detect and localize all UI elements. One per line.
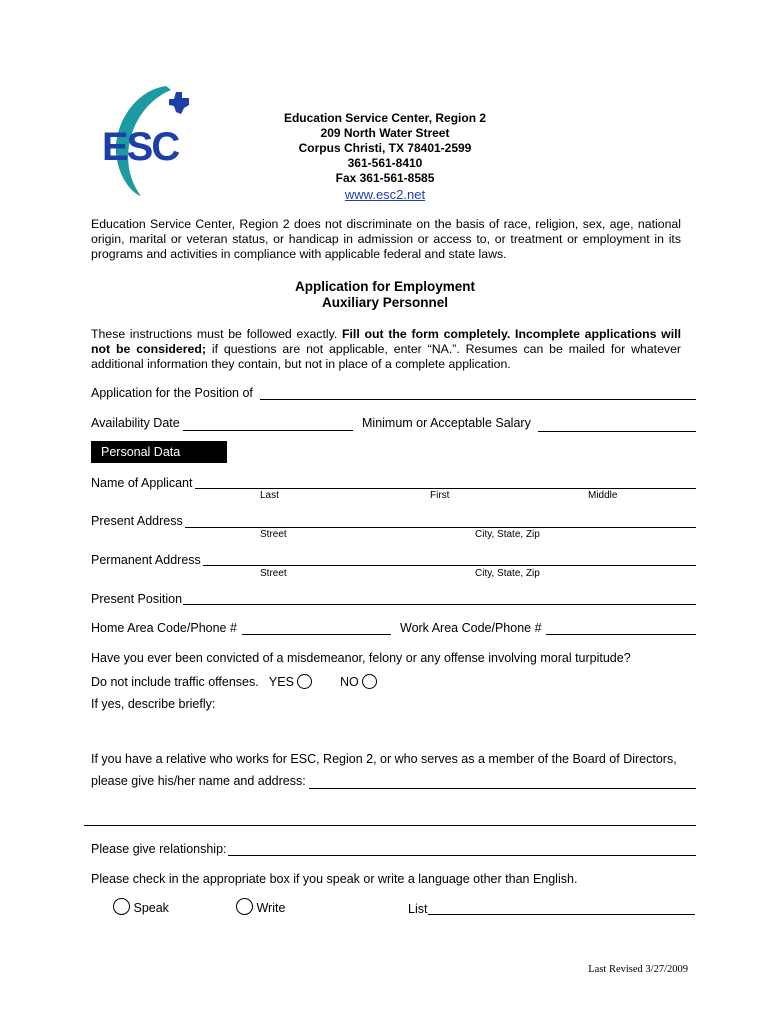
no-label: NO xyxy=(340,675,359,689)
present-position-label: Present Position xyxy=(91,592,183,606)
org-city: Corpus Christi, TX 78401-2599 xyxy=(298,141,472,155)
website-link[interactable]: www.esc2.net xyxy=(344,187,426,202)
applicant-name-label: Name of Applicant xyxy=(91,476,193,490)
present-city-caption: City, State, Zip xyxy=(475,529,540,540)
esc-logo xyxy=(96,78,216,198)
org-header xyxy=(260,111,510,202)
relative-name-field[interactable] xyxy=(309,788,696,789)
write-label: Write xyxy=(256,901,286,915)
conviction-note: Do not include traffic offenses. xyxy=(91,675,259,689)
work-phone-field[interactable] xyxy=(546,634,696,635)
relative-address-field[interactable] xyxy=(84,825,696,826)
relationship-label: Please give relationship: xyxy=(91,842,227,856)
permanent-street-caption: Street xyxy=(260,568,287,579)
present-position-field[interactable] xyxy=(183,604,696,605)
salary-field[interactable] xyxy=(538,431,696,432)
language-question: Please check in the appropriate box if you speak or write a language other than English. xyxy=(91,872,578,886)
language-list-label: List xyxy=(408,902,428,916)
conviction-question: Have you ever been convicted of a misdemeanor, felony or any offense involving moral turpitude? xyxy=(91,651,631,665)
name-middle-caption: Middle xyxy=(588,490,618,501)
relative-question: If you have a relative who works for ESC, Region 2, or who serves as a member of the Board of Directors, xyxy=(91,752,677,766)
permanent-city-caption: City, State, Zip xyxy=(475,568,540,579)
nondiscrimination-statement: Education Service Center, Region 2 does not discriminate on the basis of race, religion, sex, age, national origin, marital or veteran status, or handicap in admission or access to, or treatment or employment in its programs and activities in compliance with applicable federal and state laws. xyxy=(91,217,681,261)
present-address-label: Present Address xyxy=(91,514,183,528)
svg-text:ESC: ESC xyxy=(102,125,179,169)
speak-radio[interactable] xyxy=(113,898,130,915)
yes-label: YES xyxy=(268,675,294,689)
name-last-caption: Last xyxy=(260,490,279,501)
speak-label: Speak xyxy=(133,901,169,915)
relative-name-label: please give his/her name and address: xyxy=(91,774,306,788)
conviction-note-row xyxy=(91,674,312,689)
form-title-line2: Auxiliary Personnel xyxy=(321,295,449,310)
form-title-line1: Application for Employment xyxy=(294,279,475,294)
conviction-describe-label: If yes, describe briefly: xyxy=(91,697,216,711)
instructions xyxy=(91,327,681,372)
instructions-bold: Fill out the form completely. Incomplete applications will not be considered; xyxy=(91,327,681,356)
language-list-field[interactable] xyxy=(428,914,695,915)
salary-label: Minimum or Acceptable Salary xyxy=(362,416,531,430)
relationship-field[interactable] xyxy=(228,855,696,856)
no-radio[interactable] xyxy=(362,674,377,689)
org-name: Education Service Center, Region 2 xyxy=(283,111,487,125)
org-street: 209 North Water Street xyxy=(320,126,450,140)
work-phone-label: Work Area Code/Phone # xyxy=(400,621,542,635)
yes-radio[interactable] xyxy=(297,674,312,689)
present-address-field[interactable] xyxy=(185,527,696,528)
applicant-name-field[interactable] xyxy=(195,488,696,489)
permanent-address-label: Permanent Address xyxy=(91,553,201,567)
org-fax: Fax 361-561-8585 xyxy=(335,171,435,185)
form-title xyxy=(230,279,540,311)
logo-graphic xyxy=(96,78,216,198)
position-label: Application for the Position of xyxy=(91,386,253,400)
write-option xyxy=(236,898,285,915)
last-revised: Last Revised 3/27/2009 xyxy=(588,964,688,975)
instructions-part2: if questions are not applicable, enter “NA.”. Resumes can be mailed for whatever additional information they contain, but not in place of a complete application. xyxy=(91,342,681,371)
org-phone: 361-561-8410 xyxy=(347,156,423,170)
present-street-caption: Street xyxy=(260,529,287,540)
speak-option xyxy=(113,898,169,915)
home-phone-field[interactable] xyxy=(242,634,391,635)
permanent-address-field[interactable] xyxy=(203,565,696,566)
personal-data-header xyxy=(91,441,227,463)
home-phone-label: Home Area Code/Phone # xyxy=(91,621,237,635)
name-first-caption: First xyxy=(430,490,450,501)
availability-field[interactable] xyxy=(183,430,353,431)
position-field[interactable] xyxy=(260,399,696,400)
availability-label: Availability Date xyxy=(91,416,180,430)
write-radio[interactable] xyxy=(236,898,253,915)
no-option xyxy=(340,674,377,689)
instructions-part1: These instructions must be followed exactly. xyxy=(91,327,342,341)
personal-data-label: Personal Data xyxy=(101,445,181,459)
